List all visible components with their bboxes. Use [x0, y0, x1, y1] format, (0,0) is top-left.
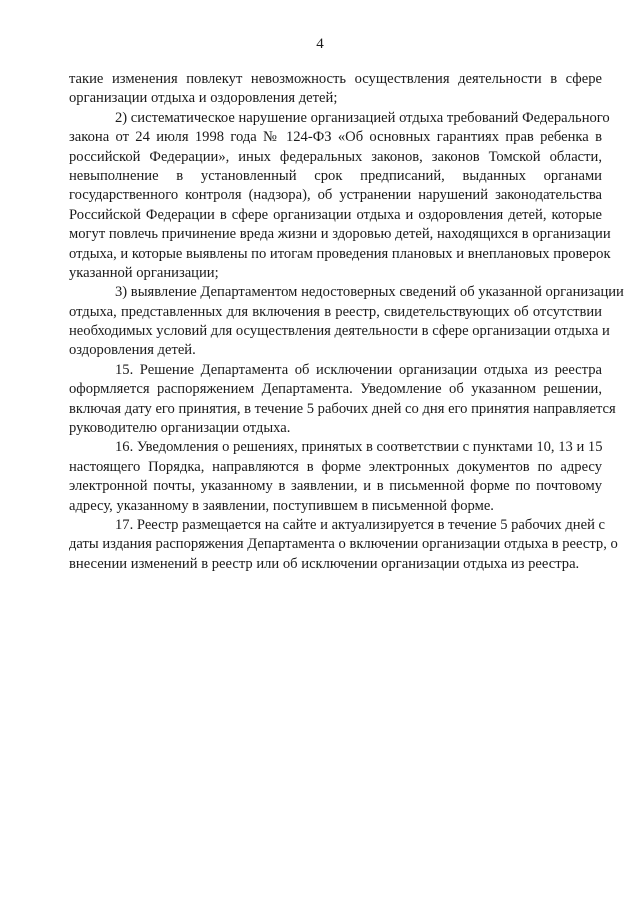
text-line: закона от 24 июля 1998 года № 124-ФЗ «Об основных гарантиях прав ребенка в [69, 129, 602, 146]
paragraph [69, 516, 618, 574]
text-line: такие изменения повлекут невозможность осуществления деятельности в сфере [69, 71, 602, 87]
document-body [69, 70, 624, 574]
paragraph [69, 361, 616, 439]
text-line: внесении изменений в реестр или об исключении организации отдыха из реестра. [69, 555, 580, 572]
text-line: отдыха, и которые выявлены по итогам проведения плановых и внеплановых проверок [69, 245, 611, 262]
paragraph [69, 109, 611, 284]
text-line: указанной организации; [69, 264, 219, 281]
text-line: 15. Решение Департамента об исключении организации отдыха из реестра [115, 361, 602, 378]
text-line: отдыха, представленных для включения в реестр, свидетельствующих об отсутствии [69, 303, 602, 320]
text-line: 17. Реестр размещается на сайте и актуализируется в течение 5 рабочих дней с [115, 516, 606, 533]
text-line: 3) выявление Департаментом недостоверных сведений об указанной организации [115, 284, 624, 301]
text-line: невыполнение в установленный срок предписаний, выданных органами [69, 167, 602, 184]
text-line: даты издания распоряжения Департамента о включении организации отдыха в реестр, о [69, 536, 618, 553]
text-line: оздоровления детей. [69, 342, 196, 359]
text-line: Российской Федерации в сфере организации отдыха и оздоровления детей, которые [69, 206, 602, 223]
text-line: необходимых условий для осуществления деятельности в сфере организации отдыха и [69, 323, 610, 340]
text-line: могут повлечь причинение вреда жизни и здоровью детей, находящихся в организации [69, 226, 611, 243]
text-line: 16. Уведомления о решениях, принятых в соответствии с пунктами 10, 13 и 15 [115, 439, 603, 456]
text-line: организации отдыха и оздоровления детей; [69, 90, 338, 107]
text-line: адресу, указанному в заявлении, поступившем в письменной форме. [69, 497, 494, 514]
paragraph [69, 438, 602, 516]
paragraph [69, 70, 602, 109]
text-line: 2) систематическое нарушение организацией отдыха требований Федерального [115, 109, 610, 126]
text-line: электронной почты, указанному в заявлении, и в письменной форме по почтовому [69, 478, 602, 495]
text-line: российской Федерации», иных федеральных законов, законов Томской области, [69, 148, 602, 165]
text-line: оформляется распоряжением Департамента. Уведомление об указанном решении, [69, 381, 602, 398]
text-line: государственного контроля (надзора), об устранении нарушений законодательства [69, 187, 602, 204]
text-line: настоящего Порядка, направляются в форме электронных документов по адресу [69, 458, 602, 475]
paragraph [69, 283, 624, 361]
text-line: включая дату его принятия, в течение 5 рабочих дней со дня его принятия направляется [69, 400, 616, 417]
text-line: руководителю организации отдыха. [69, 420, 291, 437]
page-number: 4 [316, 36, 324, 52]
